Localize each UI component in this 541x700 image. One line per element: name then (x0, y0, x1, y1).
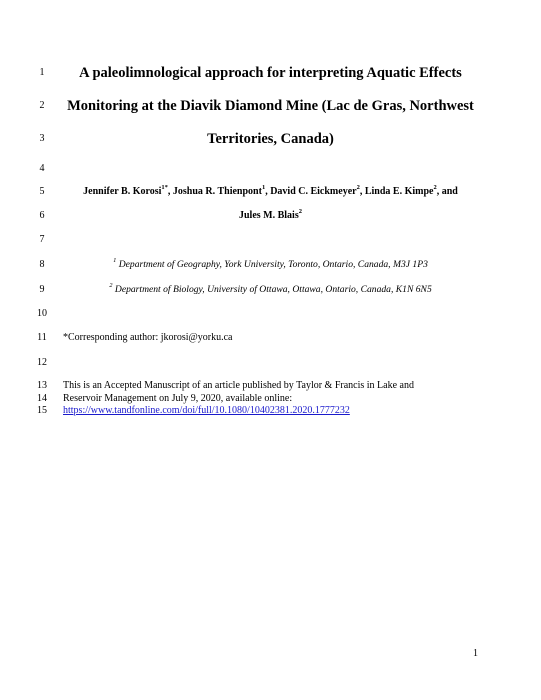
line-number: 6 (39, 210, 45, 221)
line-number: 10 (37, 308, 47, 319)
line-number: 11 (37, 332, 47, 343)
line-number: 14 (37, 393, 47, 404)
paper-title-line-1: A paleolimnological approach for interpreting Aquatic Effects (79, 65, 462, 81)
author-list-line-1 (60, 185, 481, 198)
affiliation-text: Department of Biology, University of Ottawa, Ottawa, Ontario, Canada, K1N 6N5 (114, 284, 432, 295)
line-number: 3 (39, 133, 45, 144)
doi-link[interactable]: https://www.tandfonline.com/doi/full/10.1080/10402381.2020.1777232 (63, 405, 350, 416)
line-number: 1 (39, 67, 45, 78)
line-number: 4 (39, 163, 45, 174)
line-number: 8 (39, 259, 45, 270)
author-affiliation-marker: 2 (433, 183, 437, 191)
author-name: Jules M. Blais (239, 210, 299, 221)
line-number: 12 (37, 357, 47, 368)
paper-title-line-3: Territories, Canada) (207, 131, 334, 147)
author-name: Jennifer B. Korosi (83, 186, 162, 197)
notice-line-1: This is an Accepted Manuscript of an article published by Taylor & Francis in Lake and (63, 380, 414, 391)
author-separator: , and (436, 186, 458, 197)
author-list-line-2 (60, 209, 481, 222)
affiliation-1 (60, 256, 481, 271)
notice-line-2: Reservoir Management on July 9, 2020, available online: (63, 393, 293, 404)
author-affiliation-marker: 1* (161, 183, 168, 191)
paper-title-line-2: Monitoring at the Diavik Diamond Mine (Lac de Gras, Northwest (67, 98, 474, 114)
line-number: 13 (37, 380, 47, 391)
page-number: 1 (473, 648, 478, 659)
corresponding-author: *Corresponding author: jkorosi@yorku.ca (63, 332, 233, 343)
line-number: 9 (39, 284, 45, 295)
affiliation-text: Department of Geography, York University, Toronto, Ontario, Canada, M3J 1P3 (118, 259, 428, 270)
author-affiliation-marker: 2 (298, 207, 302, 215)
line-number: 5 (39, 186, 45, 197)
line-number: 7 (39, 234, 45, 245)
affiliation-marker: 1 (113, 256, 117, 264)
author-separator: , (359, 186, 365, 197)
line-number: 15 (37, 405, 47, 416)
author-affiliation-marker: 1 (261, 183, 266, 191)
author-separator: , (265, 186, 271, 197)
line-number: 2 (39, 100, 45, 111)
affiliation-2 (60, 281, 481, 296)
author-affiliation-marker: 2 (356, 183, 360, 191)
author-separator: , (167, 186, 173, 197)
affiliation-marker: 2 (109, 281, 113, 289)
author-name: Joshua R. Thienpont (172, 186, 262, 197)
author-name: David C. Eickmeyer (270, 186, 357, 197)
author-name: Linda E. Kimpe (364, 186, 434, 197)
